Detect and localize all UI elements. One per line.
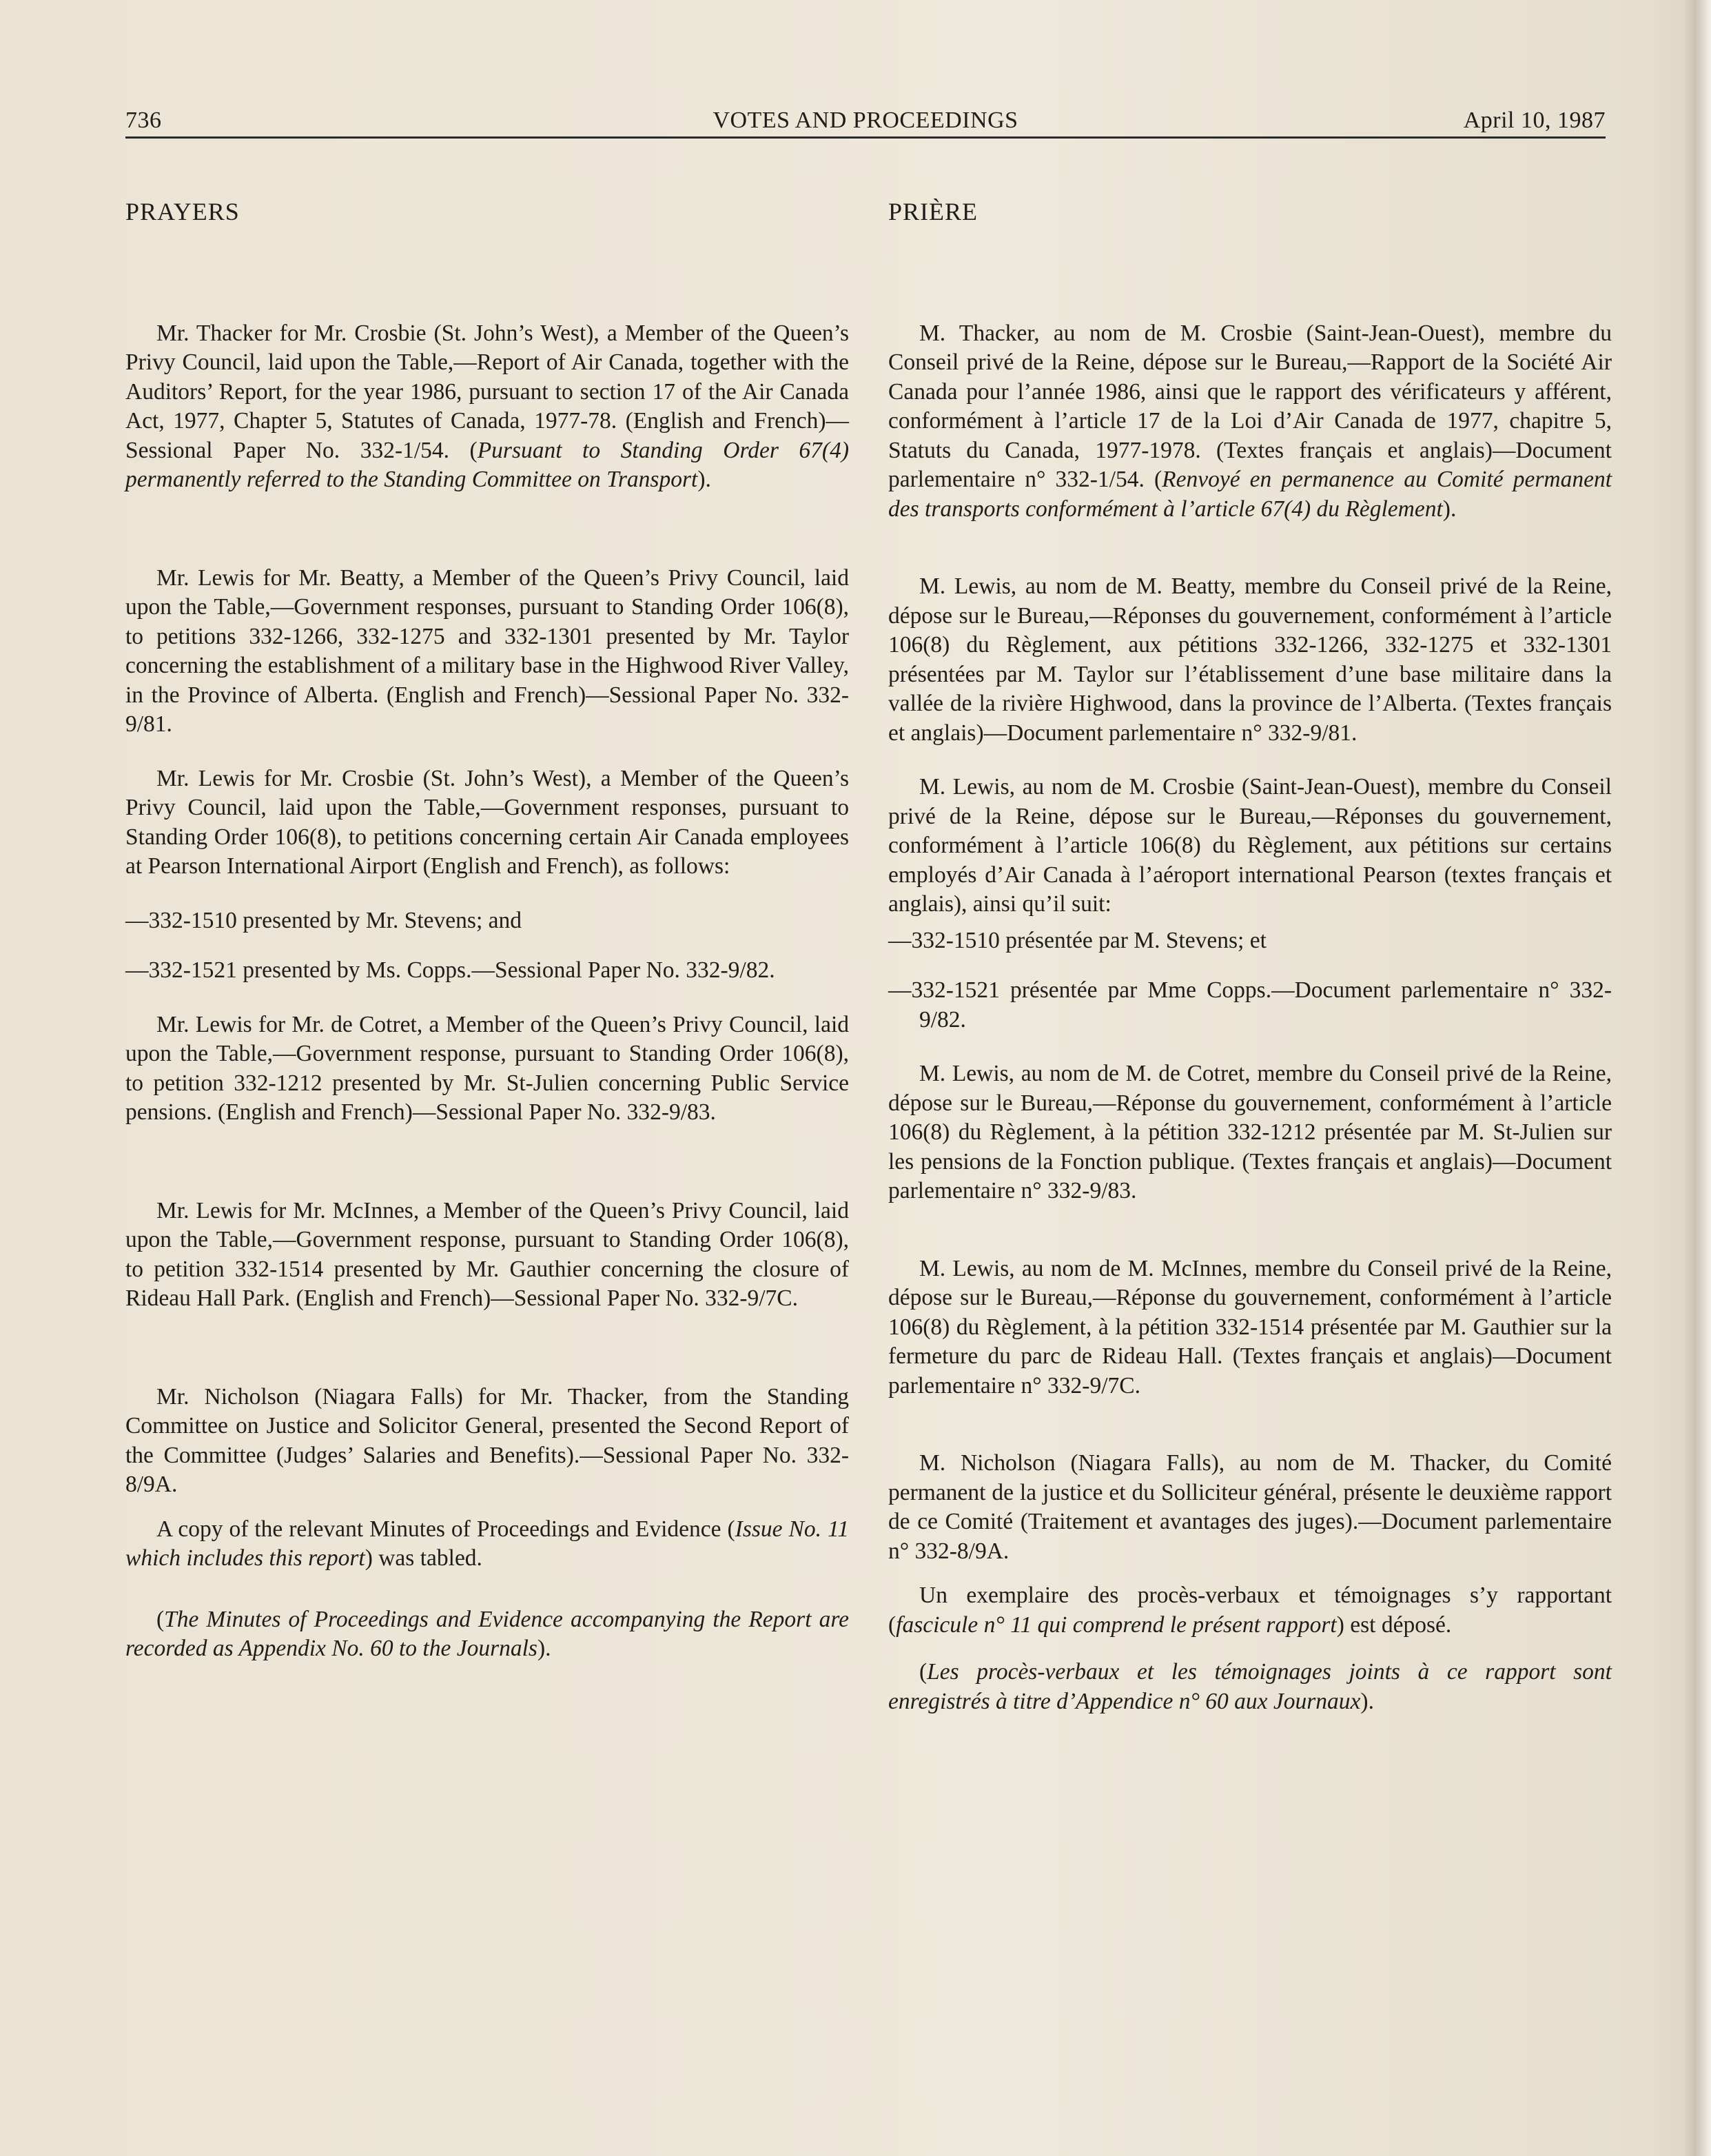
page-number: 736 (125, 108, 162, 133)
english-paragraph-5: Mr. Lewis for Mr. McInnes, a Member of the Queen’s Privy Council, laid upon the Table,—Government response, pursuant to Standing Order 106(8), to petition 332-1514 presented by Mr. Gauthier concerning the closure of Rideau Hall Park. (English and French)—Sessional Paper No. 332-9/7C. (125, 1197, 849, 1311)
english-paragraph-2: Mr. Lewis for Mr. Beatty, a Member of the Queen’s Privy Council, laid upon the Table,—Government responses, pursuant to Standing Order 106(8), to petitions 332-1266, 332-1275 and 332-1301 presented by Mr. Taylor concerning the establishment of a military base in the Highwood River Valley, in the Province of Alberta. (English and French)—Sessional Paper No. 332-9/81. (125, 565, 849, 737)
running-header (125, 105, 1606, 139)
header-title: VOTES AND PROCEEDINGS (713, 108, 1018, 133)
english-paragraph-6: Mr. Nicholson (Niagara Falls) for Mr. Thacker, from the Standing Committee on Justice and Solicitor General, presented the Second Report of the Committee (Judges’ Salaries and Benefits).—Sessional Paper No. 332-8/9A. (125, 1383, 849, 1497)
french-paragraph-6: M. Nicholson (Niagara Falls), au nom de M. Thacker, du Comité permanent de la justice et du Solliciteur général, présente le deuxième rapport de ce Comité (Traitement et avantages des juges).—Document parlementaire n° 332-8/9A. (888, 1450, 1612, 1564)
english-paragraph-1: Mr. Thacker for Mr. Crosbie (St. John’s West), a Member of the Queen’s Privy Council, laid upon the Table,—Report of Air Canada, together with the Auditors’ Report, for the year 1986, pursuant to section 17 of the Air Canada Act, 1977, Chapter 5, Statutes of Canada, 1977-78. (English and French)—Sessional Paper No. 332-1/54. (Pursuant to Standing Order 67(4) permanently referred to the Standing Committee on Transport). (125, 320, 849, 492)
french-petition-item-2: —332-1521 présentée par Mme Copps.—Document parlementaire n° 332-9/82. (888, 977, 1612, 1033)
french-paragraph-1: M. Thacker, au nom de M. Crosbie (Saint-Jean-Ouest), membre du Conseil privé de la Reine, dépose sur le Bureau,—Rapport de la Société Air Canada pour l’année 1986, ainsi que le rapport des vérificateurs y afférent, conformément à l’article 17 de la Loi d’Air Canada de 1977, chapitre 5, Statuts du Canada, 1977-1978. (Textes français et anglais)—Document parlementaire n° 332-1/54. (Renvoyé en permanence au Comité permanent des transports conformément à l’article 67(4) du Règlement). (888, 320, 1612, 522)
french-heading: PRIÈRE (888, 198, 979, 225)
french-paragraph-5: M. Lewis, au nom de M. McInnes, membre du Conseil privé de la Reine, dépose sur le Bureau,—Réponse du gouvernement, conformément à l’article 106(8) du Règlement, à la pétition 332-1514 présentée par M. Gauthier sur la fermeture du parc de Rideau Hall. (Textes français et anglais)—Document parlementaire n° 332-9/7C. (888, 1255, 1612, 1399)
english-paragraph-8: (The Minutes of Proceedings and Evidence accompanying the Report are recorded as Appendix No. 60 to the Journals). (125, 1606, 849, 1661)
french-paragraph-3: M. Lewis, au nom de M. Crosbie (Saint-Jean-Ouest), membre du Conseil privé de la Reine, dépose sur le Bureau,—Réponses du gouvernement, conformément à l’article 106(8) du Règlement, aux pétitions sur certains employés d’Air Canada à l’aéroport international Pearson (textes français et anglais), ainsi qu’il suit: (888, 774, 1612, 917)
english-paragraph-4: Mr. Lewis for Mr. de Cotret, a Member of the Queen’s Privy Council, laid upon the Table,—Government response, pursuant to Standing Order 106(8), to petition 332-1212 presented by Mr. St-Julien concerning Public Service pensions. (English and French)—Sessional Paper No. 332-9/83. (125, 1011, 849, 1125)
french-paragraph-4: M. Lewis, au nom de M. de Cotret, membre du Conseil privé de la Reine, dépose sur le Bureau,—Réponse du gouvernement, conformément à l’article 106(8) du Règlement, à la pétition 332-1212 présentée par M. St-Julien sur les pensions de la Fonction publique. (Textes français et anglais)—Document parlementaire n° 332-9/83. (888, 1061, 1612, 1203)
french-paragraph-8: (Les procès-verbaux et les témoignages joints à ce rapport sont enregistrés à titre d’Appendice n° 60 aux Journaux). (888, 1659, 1612, 1714)
french-paragraph-7: Un exemplaire des procès-verbaux et témoignages s’y rapportant (fascicule n° 11 qui comprend le présent rapport) est déposé. (888, 1583, 1612, 1638)
english-petition-item-2: —332-1521 presented by Ms. Copps.—Sessional Paper No. 332-9/82. (125, 957, 775, 983)
header-date: April 10, 1987 (1463, 108, 1606, 133)
page-edge-shadow (1685, 0, 1711, 2156)
english-petition-item-1: —332-1510 presented by Mr. Stevens; and (125, 907, 522, 933)
french-paragraph-2: M. Lewis, au nom de M. Beatty, membre du Conseil privé de la Reine, dépose sur le Bureau,—Réponses du gouvernement, conformément à l’article 106(8) du Règlement, aux pétitions 332-1266, 332-1275 et 332-1301 présentées par M. Taylor sur l’établissement d’une base militaire dans la vallée de la rivière Highwood, dans la province de l’Alberta. (Textes français et anglais)—Document parlementaire n° 332-9/81. (888, 573, 1612, 746)
french-column (888, 197, 1612, 1716)
english-heading: PRAYERS (125, 198, 240, 225)
english-column (125, 197, 849, 1664)
english-paragraph-7: A copy of the relevant Minutes of Proceedings and Evidence (Issue No. 11 which includes this report) was tabled. (125, 1516, 849, 1571)
english-paragraph-3: Mr. Lewis for Mr. Crosbie (St. John’s West), a Member of the Queen’s Privy Council, laid upon the Table,—Government responses, pursuant to Standing Order 106(8), to petitions concerning certain Air Canada employees at Pearson International Airport (English and French), as follows: (125, 765, 849, 879)
french-petition-item-1: —332-1510 présentée par M. Stevens; et (888, 927, 1267, 953)
